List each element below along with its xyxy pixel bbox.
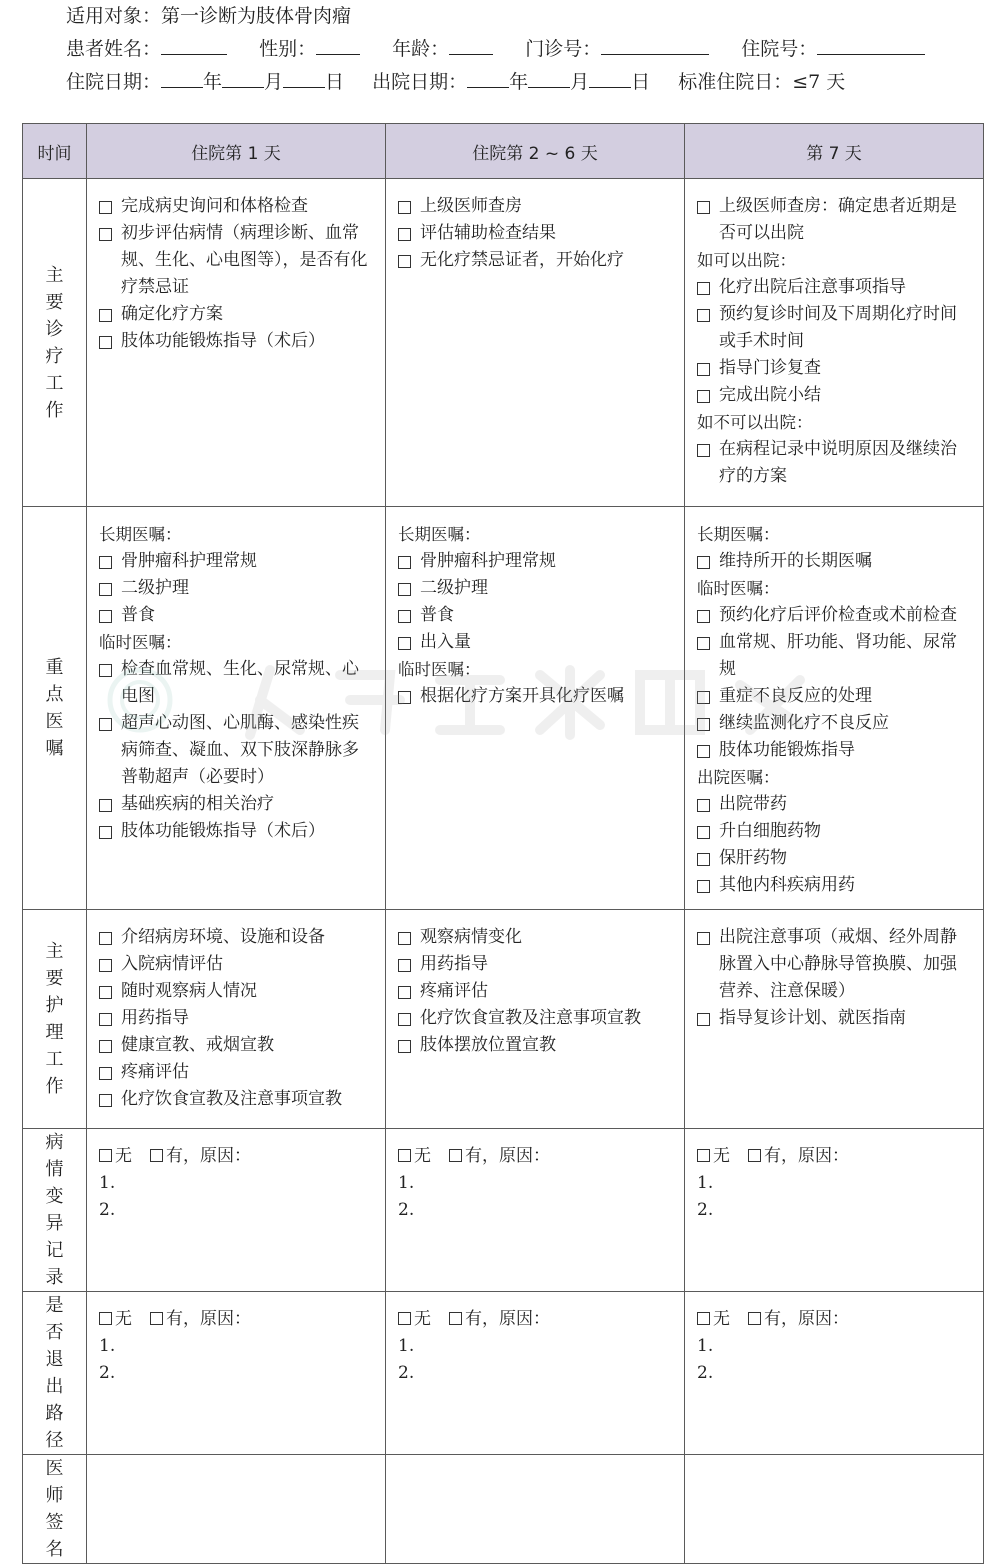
checklist-item-text: 肢体功能锻炼指导（术后） — [121, 821, 325, 841]
cell-nursing-day1 — [87, 910, 386, 1129]
row-exit — [23, 1292, 984, 1455]
reason-line-1[interactable]: 1. — [99, 1173, 116, 1193]
checklist-item-text: 疼痛评估 — [420, 981, 488, 1001]
checkbox[interactable] — [398, 959, 411, 972]
checklist-item — [697, 872, 973, 899]
yes-checkbox[interactable] — [150, 1312, 163, 1325]
cell-exit-day1 — [87, 1292, 386, 1455]
checklist-item-text: 普食 — [121, 605, 155, 625]
yes-label: 有，原因： — [166, 1146, 251, 1166]
checkbox[interactable] — [398, 556, 411, 569]
checklist-item-text: 在病程记录中说明原因及继续治疗的方案 — [719, 439, 957, 486]
checklist-item — [99, 1005, 375, 1032]
no-label: 无 — [115, 1146, 132, 1166]
inpatient-number-label: 住院号： — [741, 38, 818, 60]
checkbox[interactable] — [398, 610, 411, 623]
cell-variance-day1 — [87, 1129, 386, 1292]
checkbox[interactable] — [99, 556, 112, 569]
section-heading: 出院医嘱： — [697, 768, 780, 787]
cell-nursing-day2-6 — [386, 910, 685, 1129]
checklist-item — [99, 575, 375, 602]
checklist-item-text: 用药指导 — [420, 954, 488, 974]
yes-checkbox[interactable] — [449, 1149, 462, 1162]
no-checkbox[interactable] — [398, 1149, 411, 1162]
checklist-item-text: 升白细胞药物 — [719, 821, 821, 841]
checklist-item-text: 健康宣教、戒烟宣教 — [121, 1035, 274, 1055]
checkbox[interactable] — [99, 799, 112, 812]
no-label: 无 — [713, 1146, 730, 1166]
yes-no-line — [99, 1143, 375, 1170]
no-checkbox[interactable] — [697, 1149, 710, 1162]
discharge-month-field[interactable] — [528, 69, 570, 88]
checklist-item-text: 观察病情变化 — [420, 927, 522, 947]
checklist-item-text: 保肝药物 — [719, 848, 787, 868]
checklist-item-text: 普食 — [420, 605, 454, 625]
reason-line-1[interactable]: 1. — [99, 1336, 116, 1356]
checkbox[interactable] — [99, 1013, 112, 1026]
checklist-item — [398, 575, 674, 602]
checklist-item — [697, 818, 973, 845]
no-label: 无 — [713, 1309, 730, 1329]
checklist-item-text: 预约复诊时间及下周期化疗时间或手术时间 — [719, 304, 957, 351]
checkbox[interactable] — [697, 826, 710, 839]
checkbox[interactable] — [697, 444, 710, 457]
checklist-item — [99, 818, 375, 845]
clinic-number-field[interactable] — [601, 36, 709, 55]
yes-label: 有，原因： — [764, 1309, 849, 1329]
sex-label: 性别： — [259, 38, 317, 60]
yes-checkbox[interactable] — [150, 1149, 163, 1162]
row-nursing — [23, 910, 984, 1129]
checklist-item-text: 介绍病房环境、设施和设备 — [121, 927, 325, 947]
checkbox[interactable] — [697, 932, 710, 945]
section-heading: 长期医嘱： — [697, 525, 780, 544]
yes-checkbox[interactable] — [449, 1312, 462, 1325]
name-field[interactable] — [161, 36, 227, 55]
section-heading: 如可以出院： — [697, 251, 796, 270]
reason-line-1[interactable]: 1. — [398, 1336, 415, 1356]
checklist-item — [398, 220, 674, 247]
cell-sign-day2-6[interactable] — [386, 1455, 685, 1564]
checkbox[interactable] — [99, 336, 112, 349]
reason-line-2[interactable]: 2. — [697, 1200, 714, 1220]
inpatient-number-field[interactable] — [817, 36, 925, 55]
cell-orders-day2-6 — [386, 507, 685, 910]
yes-label: 有，原因： — [166, 1309, 251, 1329]
cell-diag-day1 — [87, 179, 386, 507]
checkbox[interactable] — [697, 610, 710, 623]
checklist-item — [398, 602, 674, 629]
dates-line: 住院日期： 年 月 日 出院日期： 年 月 日 标准住院日：≤7 天 — [66, 71, 846, 93]
row-label-diagnosis: 主要诊疗工作 — [23, 179, 87, 507]
checklist-item-text: 出院带药 — [719, 794, 787, 814]
checkbox[interactable] — [99, 932, 112, 945]
yes-no-line — [99, 1306, 375, 1333]
cell-exit-day7 — [685, 1292, 984, 1455]
checkbox[interactable] — [99, 1094, 112, 1107]
yes-label: 有，原因： — [465, 1309, 550, 1329]
checklist-item-text: 根据化疗方案开具化疗医嘱 — [420, 686, 624, 706]
row-orders — [23, 507, 984, 910]
cell-diag-day7 — [685, 179, 984, 507]
checklist-item-text: 无化疗禁忌证者，开始化疗 — [420, 250, 624, 270]
patient-info-line — [66, 36, 925, 62]
checkbox[interactable] — [697, 363, 710, 376]
checkbox[interactable] — [398, 255, 411, 268]
cell-sign-day1[interactable] — [87, 1455, 386, 1564]
cell-exit-day2-6 — [386, 1292, 685, 1455]
checklist-item — [697, 548, 973, 575]
checklist-item-text: 出院注意事项（戒烟、经外周静脉置入中心静脉导管换膜、加强营养、注意保暖） — [719, 927, 957, 1001]
cell-nursing-day7 — [685, 910, 984, 1129]
checklist-item — [99, 220, 375, 301]
checkbox[interactable] — [99, 610, 112, 623]
checkbox[interactable] — [398, 1040, 411, 1053]
checkbox[interactable] — [398, 932, 411, 945]
yes-label: 有，原因： — [465, 1146, 550, 1166]
checklist-item — [697, 845, 973, 872]
row-diagnosis — [23, 179, 984, 507]
name-label: 患者姓名： — [66, 38, 162, 60]
col-header-time: 时间 — [23, 124, 87, 179]
checklist-item-text: 基础疾病的相关治疗 — [121, 794, 274, 814]
reason-line-2[interactable]: 2. — [99, 1363, 116, 1383]
checklist-item — [398, 548, 674, 575]
checkbox[interactable] — [398, 637, 411, 650]
row-label-exit: 是否退出路径 — [23, 1292, 87, 1455]
no-checkbox[interactable] — [99, 1149, 112, 1162]
checkbox[interactable] — [697, 853, 710, 866]
no-checkbox[interactable] — [697, 1312, 710, 1325]
checklist-item-text: 完成病史询问和体格检查 — [121, 196, 308, 216]
yes-no-line — [697, 1306, 973, 1333]
cell-variance-day7 — [685, 1129, 984, 1292]
age-field[interactable] — [449, 36, 493, 55]
checkbox[interactable] — [398, 583, 411, 596]
section-heading: 临时医嘱： — [99, 633, 182, 652]
checklist-item — [99, 1032, 375, 1059]
table-header-row — [23, 124, 984, 179]
checklist-item-text: 入院病情评估 — [121, 954, 223, 974]
checklist-item-text: 用药指导 — [121, 1008, 189, 1028]
checkbox[interactable] — [99, 664, 112, 677]
checklist-item — [697, 1005, 973, 1032]
no-checkbox[interactable] — [398, 1312, 411, 1325]
standard-stay: 标准住院日：≤7 天 — [678, 71, 846, 93]
checklist-item — [697, 924, 973, 1005]
checklist-item-text: 出入量 — [420, 632, 471, 652]
checkbox[interactable] — [697, 799, 710, 812]
yes-checkbox[interactable] — [748, 1149, 761, 1162]
checkbox[interactable] — [398, 1013, 411, 1026]
checkbox[interactable] — [398, 201, 411, 214]
checkbox[interactable] — [697, 637, 710, 650]
yes-label: 有，原因： — [764, 1146, 849, 1166]
checklist-item — [697, 710, 973, 737]
checklist-item — [398, 951, 674, 978]
admit-date-label: 住院日期： — [66, 71, 162, 93]
col-header-day2-6: 住院第 2 ~ 6 天 — [386, 124, 685, 179]
checkbox[interactable] — [697, 309, 710, 322]
checklist-item — [398, 1005, 674, 1032]
checklist-item-text: 重症不良反应的处理 — [719, 686, 872, 706]
checkbox[interactable] — [398, 691, 411, 704]
yes-no-line — [398, 1143, 674, 1170]
checklist-item-text: 上级医师查房 — [420, 196, 522, 216]
checklist-item — [697, 355, 973, 382]
checklist-item-text: 完成出院小结 — [719, 385, 821, 405]
age-label: 年龄： — [392, 38, 450, 60]
subject-line: 适用对象：第一诊断为肢体骨肉瘤 — [66, 5, 352, 27]
checklist-item — [398, 247, 674, 274]
row-sign — [23, 1455, 984, 1564]
reason-line-1[interactable]: 1. — [697, 1336, 714, 1356]
checkbox[interactable] — [99, 718, 112, 731]
checklist-item — [398, 629, 674, 656]
checkbox[interactable] — [99, 583, 112, 596]
discharge-year-field[interactable] — [467, 69, 509, 88]
row-label-variance: 病情变异记录 — [23, 1129, 87, 1292]
checklist-item-text: 骨肿瘤科护理常规 — [420, 551, 556, 571]
checklist-item — [697, 274, 973, 301]
checklist-item-text: 预约化疗后评价检查或术前检查 — [719, 605, 957, 625]
checklist-item-text: 检查血常规、生化、尿常规、心电图 — [121, 659, 359, 706]
clinic-number-label: 门诊号： — [525, 38, 602, 60]
checklist-item-text: 确定化疗方案 — [121, 304, 223, 324]
checklist-item — [99, 193, 375, 220]
checklist-item-text: 继续监测化疗不良反应 — [719, 713, 889, 733]
reason-line-2[interactable]: 2. — [99, 1200, 116, 1220]
checklist-item — [697, 602, 973, 629]
checklist-item — [99, 328, 375, 355]
checkbox[interactable] — [697, 718, 710, 731]
checkbox[interactable] — [99, 986, 112, 999]
yes-no-line — [697, 1143, 973, 1170]
checklist-item-text: 血常规、肝功能、肾功能、尿常规 — [719, 632, 957, 679]
checklist-item-text: 肢体功能锻炼指导（术后） — [121, 331, 325, 351]
checkbox[interactable] — [697, 201, 710, 214]
checklist-item — [99, 924, 375, 951]
checklist-item-text: 疼痛评估 — [121, 1062, 189, 1082]
checklist-item — [99, 1059, 375, 1086]
reason-line-2[interactable]: 2. — [398, 1200, 415, 1220]
cell-diag-day2-6 — [386, 179, 685, 507]
checkbox[interactable] — [697, 1013, 710, 1026]
checklist-item — [99, 710, 375, 791]
checkbox[interactable] — [697, 390, 710, 403]
no-label: 无 — [414, 1309, 431, 1329]
checklist-item — [99, 791, 375, 818]
cell-variance-day2-6 — [386, 1129, 685, 1292]
checklist-item-text: 随时观察病人情况 — [121, 981, 257, 1001]
clinical-pathway-table — [22, 123, 984, 1564]
checklist-item — [99, 978, 375, 1005]
no-checkbox[interactable] — [99, 1312, 112, 1325]
checklist-item-text: 二级护理 — [420, 578, 488, 598]
checklist-item — [697, 193, 973, 247]
checklist-item — [99, 301, 375, 328]
row-label-sign: 医师签名 — [23, 1455, 87, 1564]
discharge-date-label: 出院日期： — [372, 71, 468, 93]
checklist-item — [99, 548, 375, 575]
no-label: 无 — [115, 1309, 132, 1329]
checklist-item — [697, 683, 973, 710]
checkbox[interactable] — [99, 228, 112, 241]
reason-line-2[interactable]: 2. — [697, 1363, 714, 1383]
checklist-item — [398, 193, 674, 220]
checklist-item-text: 肢体摆放位置宣教 — [420, 1035, 556, 1055]
checklist-item-text: 肢体功能锻炼指导 — [719, 740, 855, 760]
section-heading: 长期医嘱： — [398, 525, 481, 544]
checkbox[interactable] — [99, 1040, 112, 1053]
admit-month-field[interactable] — [222, 69, 264, 88]
checklist-item-text: 二级护理 — [121, 578, 189, 598]
section-heading: 临时医嘱： — [398, 660, 481, 679]
row-label-nursing: 主要护理工作 — [23, 910, 87, 1129]
checklist-item — [99, 656, 375, 710]
cell-orders-day1 — [87, 507, 386, 910]
checklist-item — [697, 436, 973, 490]
sex-field[interactable] — [316, 36, 360, 55]
checklist-item-text: 指导复诊计划、就医指南 — [719, 1008, 906, 1028]
checkbox[interactable] — [99, 959, 112, 972]
checklist-item — [697, 629, 973, 683]
checkbox[interactable] — [697, 880, 710, 893]
row-label-orders: 重点医嘱 — [23, 507, 87, 910]
checkbox[interactable] — [398, 228, 411, 241]
admit-year-field[interactable] — [161, 69, 203, 88]
no-label: 无 — [414, 1146, 431, 1166]
checklist-item-text: 评估辅助检查结果 — [420, 223, 556, 243]
checkbox[interactable] — [697, 282, 710, 295]
checklist-item-text: 指导门诊复查 — [719, 358, 821, 378]
checklist-item-text: 超声心动图、心肌酶、感染性疾病筛查、凝血、双下肢深静脉多普勒超声（必要时） — [121, 713, 359, 787]
discharge-day-field[interactable] — [589, 69, 631, 88]
checkbox[interactable] — [697, 745, 710, 758]
col-header-day1: 住院第 1 天 — [87, 124, 386, 179]
checklist-item-text: 维持所开的长期医嘱 — [719, 551, 872, 571]
checklist-item — [99, 1086, 375, 1113]
section-heading: 临时医嘱： — [697, 579, 780, 598]
checklist-item — [697, 382, 973, 409]
cell-sign-day7[interactable] — [685, 1455, 984, 1564]
checklist-item-text: 上级医师查房：确定患者近期是否可以出院 — [719, 196, 957, 243]
checkbox[interactable] — [99, 309, 112, 322]
checkbox[interactable] — [99, 201, 112, 214]
checkbox[interactable] — [697, 691, 710, 704]
checklist-item — [99, 951, 375, 978]
checkbox[interactable] — [99, 1067, 112, 1080]
checklist-item — [398, 1032, 674, 1059]
checklist-item-text: 骨肿瘤科护理常规 — [121, 551, 257, 571]
cell-orders-day7 — [685, 507, 984, 910]
yes-no-line — [398, 1306, 674, 1333]
checklist-item-text: 其他内科疾病用药 — [719, 875, 855, 895]
col-header-day7: 第 7 天 — [685, 124, 984, 179]
checklist-item — [398, 924, 674, 951]
reason-line-1[interactable]: 1. — [398, 1173, 415, 1193]
checkbox[interactable] — [697, 556, 710, 569]
checklist-item-text: 化疗饮食宣教及注意事项宣教 — [121, 1089, 342, 1109]
checklist-item — [398, 683, 674, 710]
reason-line-2[interactable]: 2. — [398, 1363, 415, 1383]
yes-checkbox[interactable] — [748, 1312, 761, 1325]
checklist-item-text: 化疗饮食宣教及注意事项宣教 — [420, 1008, 641, 1028]
checklist-item-text: 化疗出院后注意事项指导 — [719, 277, 906, 297]
admit-day-field[interactable] — [283, 69, 325, 88]
checklist-item — [697, 737, 973, 764]
checklist-item — [398, 978, 674, 1005]
checklist-item — [697, 791, 973, 818]
row-variance — [23, 1129, 984, 1292]
checklist-item — [99, 602, 375, 629]
checklist-item — [697, 301, 973, 355]
checklist-item-text: 初步评估病情（病理诊断、血常规、生化、心电图等），是否有化疗禁忌证 — [121, 223, 368, 297]
reason-line-1[interactable]: 1. — [697, 1173, 714, 1193]
checkbox[interactable] — [99, 826, 112, 839]
section-heading: 长期医嘱： — [99, 525, 182, 544]
checkbox[interactable] — [398, 986, 411, 999]
section-heading: 如不可以出院： — [697, 413, 813, 432]
